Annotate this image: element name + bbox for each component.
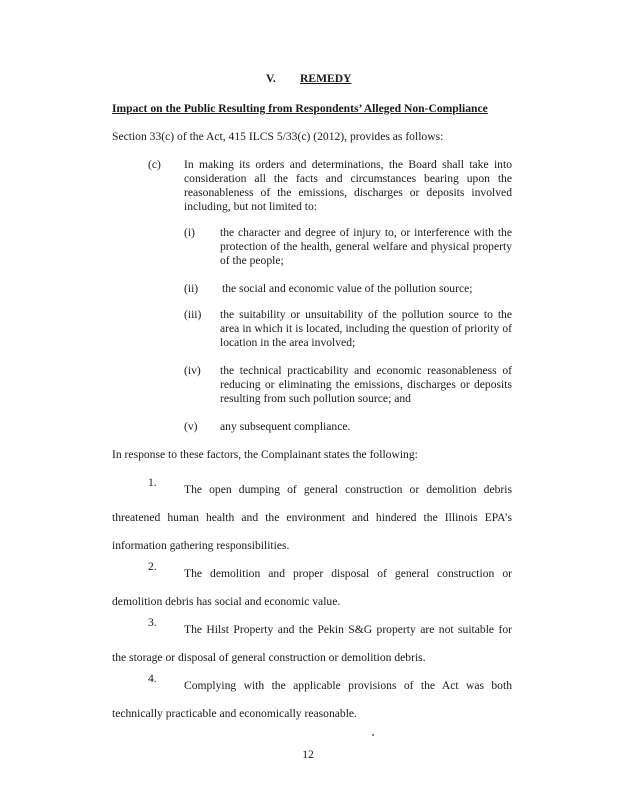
quote-item-number: (v) <box>184 420 198 433</box>
quote-label: (c) <box>148 158 161 171</box>
quote-item-number: (iii) <box>184 308 202 321</box>
response-text: The demolition and proper disposal of general construction or demolition debris has social and economic value. <box>112 567 512 608</box>
section-title: REMEDY <box>300 72 352 85</box>
scan-speck <box>372 734 374 736</box>
quote-item-text: the character and degree of injury to, or interference with the protection of the health, general welfare and physical property of the people; <box>220 226 512 267</box>
intro-paragraph: Section 33(c) of the Act, 415 ILCS 5/33(c) (2012), provides as follows: <box>112 130 444 143</box>
section-number: V. <box>266 72 276 85</box>
quote-item-text: any subsequent compliance. <box>220 420 351 433</box>
quote-item-number: (ii) <box>184 282 199 295</box>
response-number: 1. <box>148 476 157 489</box>
quote-item-text: the suitability or unsuitability of the pollution source to the area in which it is located, including the question of priority of location in the area involved; <box>220 308 512 349</box>
quote-item-number: (iv) <box>184 364 201 377</box>
page-number: 12 <box>302 748 314 761</box>
response-number: 4. <box>148 672 157 685</box>
quote-item-text: the technical practicability and economic reasonableness of reducing or eliminating the emissions, discharges or deposits resulting from such pollution source; and <box>220 364 512 405</box>
response-number: 2. <box>148 560 157 573</box>
response-intro: In response to these factors, the Complainant states the following: <box>112 448 418 461</box>
quote-item-text: the social and economic value of the pollution source; <box>222 282 473 295</box>
response-text: The Hilst Property and the Pekin S&G property are not suitable for the storage or disposal of general construction or demolition debris. <box>112 623 512 664</box>
response-number: 3. <box>148 616 157 629</box>
quote-text: In making its orders and determinations, the Board shall take into consideration all the facts and circumstances bearing upon the reasonableness of the emissions, discharges or deposits involved including, but not limited to: <box>184 158 512 213</box>
quote-item-number: (i) <box>184 226 195 239</box>
response-text: The open dumping of general construction or demolition debris threatened human health and the environment and hindered the Illinois EPA’s information gathering responsibilities. <box>112 483 512 552</box>
response-text: Complying with the applicable provisions of the Act was both technically practicable and economically reasonable. <box>112 679 512 720</box>
subheading: Impact on the Public Resulting from Respondents’ Alleged Non-Compliance <box>112 102 488 115</box>
